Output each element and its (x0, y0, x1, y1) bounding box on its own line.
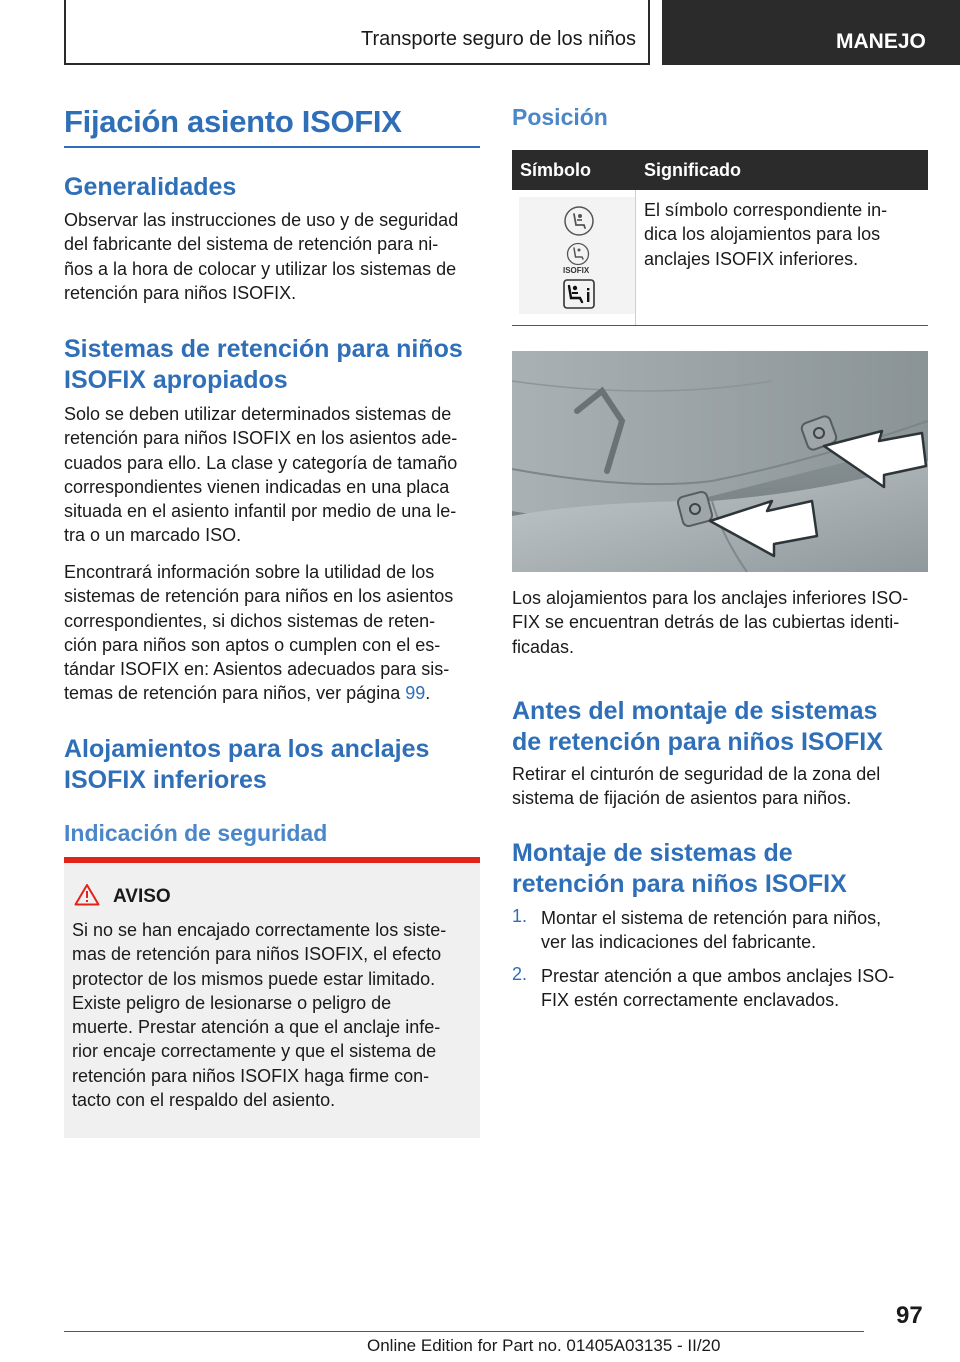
page-title: Fijación asiento ISOFIX (64, 104, 402, 139)
footer-rule (64, 1331, 864, 1332)
heading-indicacion-seguridad: Indicación de seguridad (64, 820, 328, 846)
footer-edition: Online Edition for Part no. 01405A03135 - II/20 (367, 1336, 721, 1355)
table-meaning-text: El símbolo correspondiente in- dica los alojamientos para los anclajes ISOFIX inferiores. (644, 200, 888, 269)
photo-caption: Los alojamientos para los anclajes inferiores ISO- FIX se encuentran detrás de las cubiertas identi- ficadas. (512, 588, 909, 657)
page-link-99[interactable]: 99 (405, 683, 426, 704)
heading-posicion: Posición (512, 104, 608, 130)
heading-montaje: Montaje de sistemas de retención para niños ISOFIX (512, 839, 847, 898)
warning-text: Si no se han encajado correctamente los siste- mas de retención para niños ISOFIX, el efecto protector de los mismos puede estar limitado. Existe peligro de lesionarse o peligro de muerte. Prestar atención a que el anclaje infe- rior encaje correctamente y que el sistema de retención para niños ISOFIX haga firme con- tacto con el respaldo del asiento. (72, 920, 447, 1111)
section-label: MANEJO (836, 30, 926, 53)
table-bottom-rule (512, 325, 928, 326)
rear-seat-isofix-photo (512, 351, 928, 572)
heading-generalidades: Generalidades (64, 173, 237, 201)
isofix-seat-icon (566, 242, 590, 266)
step-text-1: Montar el sistema de retención para niños, ver las indicaciones del fabricante. (541, 908, 882, 953)
table-col-meaning: Significado (644, 160, 742, 180)
paragraph-sistemas-2: Encontrará información sobre la utilidad de los sistemas de retención para niños en los asientos correspondientes, si dichos sistemas de reten- ción para niños son aptos o cumplen con el es- tándar ISOFIX en: Asientos adecuados para sis- temas de retención para niños, ver página 99. (64, 562, 454, 704)
chapter-title: Transporte seguro de los niños (361, 28, 636, 50)
symbol-cell (519, 197, 635, 314)
child-seat-circle-icon (563, 205, 595, 237)
header-chapter-box (64, 0, 650, 65)
heading-sistemas: Sistemas de retención para niños ISOFIX apropiados (64, 335, 463, 394)
step-number-1: 1. (512, 906, 528, 926)
heading-antes-montaje: Antes del montaje de sistemas de retención para niños ISOFIX (512, 697, 883, 756)
step-text-2: Prestar atención a que ambos anclajes ISO- FIX estén correctamente enclavados. (541, 966, 895, 1011)
table-col-symbol: Símbolo (520, 160, 591, 180)
paragraph-antes-montaje: Retirar el cinturón de seguridad de la zona del sistema de fijación de asientos para niños. (512, 764, 881, 809)
paragraph-sistemas-1: Solo se deben utilizar determinados sistemas de retención para niños ISOFIX en los asientos ade- cuados para ello. La clase y categoría de tamaño correspondientes vienen indicadas en una placa situada en el asiento infantil por medio de una le- tra o un marcado ISO. (64, 404, 458, 546)
page-number: 97 (896, 1302, 923, 1329)
isofix-label: ISOFIX (563, 266, 590, 275)
warning-title: AVISO (113, 886, 171, 907)
title-rule (64, 146, 480, 148)
seat-info-icon (563, 279, 595, 309)
warning-triangle-icon (74, 883, 100, 906)
heading-alojamientos: Alojamientos para los anclajes ISOFIX inferiores (64, 735, 430, 794)
step-number-2: 2. (512, 964, 528, 984)
table-column-divider (635, 190, 636, 325)
paragraph-generalidades: Observar las instrucciones de uso y de seguridad del fabricante del sistema de retención para ni- ños a la hora de colocar y utilizar los sistemas de retención para niños ISOFIX. (64, 210, 459, 303)
